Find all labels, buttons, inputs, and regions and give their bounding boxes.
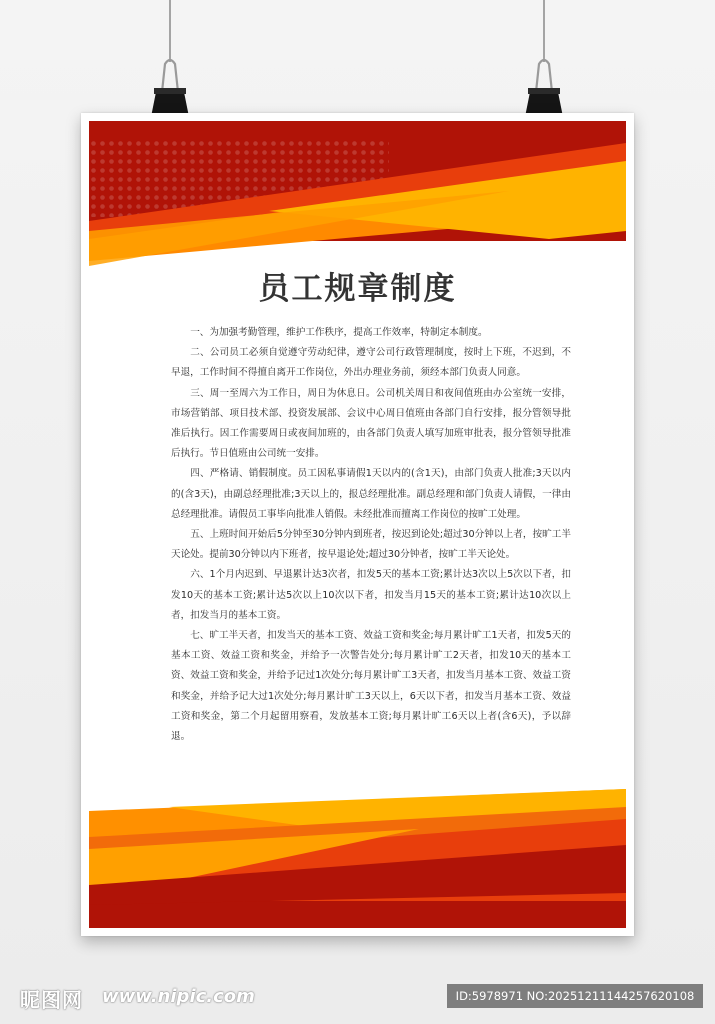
poster-sheet <box>81 113 634 936</box>
paragraph-6: 六、1个月内迟到、早退累计达3次者，扣发5天的基本工资;累计达3次以上5次以下者，扣发10天的基本工资;累计达5次以上10次以下者，扣发当月15天的基本工资;累计达10次以上者，扣发当月的基本工资。 <box>171 569 571 621</box>
paragraph-2: 二、公司员工必须自觉遵守劳动纪律，遵守公司行政管理制度，按时上下班，不迟到，不早退，工作时间不得擅自离开工作岗位，外出办理业务前，须经本部门负责人同意。 <box>171 347 571 379</box>
poster-content <box>89 121 626 928</box>
watermark-site: www.nipic.com <box>102 986 255 1007</box>
watermark-id-box: ID:5978971 NO:20251211144257620108 <box>447 984 703 1008</box>
top-decoration-banner <box>89 121 626 266</box>
paragraph-1: 一、为加强考勤管理，维护工作秩序，提高工作效率，特制定本制度。 <box>190 327 488 338</box>
binder-clip-left-icon <box>148 0 192 122</box>
bottom-decoration-banner <box>89 789 626 928</box>
nipic-logo: 昵图网 <box>20 988 83 1012</box>
paragraph-5: 五、上班时间开始后5分钟至30分钟内到班者，按迟到论处;超过30分钟以上者，按旷工半天论处。提前30分钟以内下班者，按早退论处;超过30分钟者，按旷工半天论处。 <box>171 529 571 561</box>
page-title: 员工规章制度 <box>258 271 457 307</box>
paragraph-4: 四、严格请、销假制度。员工因私事请假1天以内的(含1天)，由部门负责人批准;3天以内的(含3天)，由副总经理批准;3天以上的，报总经理批准。副总经理和部门负责人请假，一律由总经理批准。请假员工事毕向批准人销假。未经批准而擅离工作岗位的按旷工处理。 <box>171 468 571 520</box>
paragraph-3: 三、周一至周六为工作日，周日为休息日。公司机关周日和夜间值班由办公室统一安排，市场营销部、项目技术部、投资发展部、会议中心周日值班由各部门自行安排，报分管领导批准后执行。因工作需要周日或夜间加班的，由各部门负责人填写加班审批表，报分管领导批准后执行。节日值班由公司统一安排。 <box>171 387 571 460</box>
binder-clip-right-icon <box>522 0 566 122</box>
regulations-body <box>171 323 571 747</box>
paragraph-7: 七、旷工半天者，扣发当天的基本工资、效益工资和奖金;每月累计旷工1天者，扣发5天的基本工资、效益工资和奖金，并给予一次警告处分;每月累计旷工2天者，扣发10天的基本工资、效益工资和奖金，并给予记过1次处分;每月累计旷工3天者，扣发当月基本工资、效益工资和奖金，并给予记大过1次处分;每月累计旷工3天以上，6天以下者，扣发当月基本工资、效益工资和奖金，第二个月起留用察看，发放基本工资;每月累计旷工6天以上者(含6天)，予以辞退。 <box>171 630 571 743</box>
